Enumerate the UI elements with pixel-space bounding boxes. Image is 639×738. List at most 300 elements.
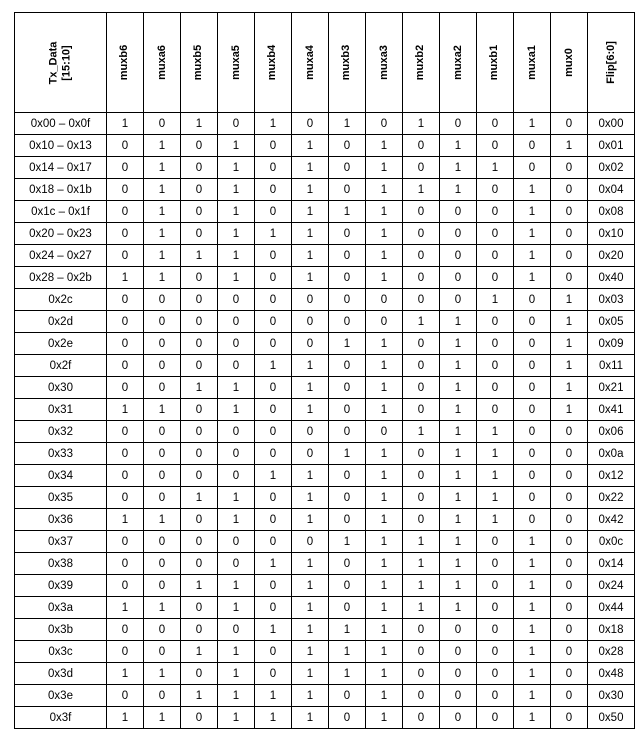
mux-cell: 1 <box>366 685 403 707</box>
mux-cell: 0 <box>440 641 477 663</box>
mux-cell: 0 <box>551 619 588 641</box>
mux-cell: 1 <box>181 575 218 597</box>
table-row <box>15 421 635 443</box>
column-header-label: muxa6 <box>155 45 168 80</box>
mux-cell: 1 <box>514 179 551 201</box>
mux-cell: 1 <box>440 553 477 575</box>
mux-cell: 1 <box>144 179 181 201</box>
mux-cell: 0 <box>477 641 514 663</box>
mux-cell: 1 <box>292 267 329 289</box>
mux-cell: 1 <box>329 641 366 663</box>
mux-cell: 0 <box>218 355 255 377</box>
mux-cell: 0 <box>255 135 292 157</box>
mux-cell: 1 <box>218 575 255 597</box>
mux-cell: 1 <box>366 399 403 421</box>
mux-cell: 0 <box>366 421 403 443</box>
mux-cell: 0 <box>403 355 440 377</box>
mux-cell: 1 <box>144 509 181 531</box>
mux-cell: 1 <box>366 377 403 399</box>
table-row <box>15 685 635 707</box>
mux-cell: 0 <box>255 531 292 553</box>
mux-cell: 0 <box>477 333 514 355</box>
mux-cell: 0 <box>329 421 366 443</box>
table-row <box>15 619 635 641</box>
mux-cell: 0 <box>218 421 255 443</box>
mux-cell: 1 <box>403 179 440 201</box>
mux-cell: 1 <box>403 421 440 443</box>
mux-cell: 0 <box>181 443 218 465</box>
tx-data-cell: 0x2d <box>15 311 107 333</box>
mux-cell: 1 <box>477 289 514 311</box>
mux-cell: 0 <box>292 421 329 443</box>
column-header <box>551 13 588 113</box>
mux-cell: 0 <box>329 157 366 179</box>
mux-cell: 1 <box>292 553 329 575</box>
mux-cell: 1 <box>366 531 403 553</box>
mux-cell: 1 <box>107 597 144 619</box>
mux-cell: 1 <box>255 355 292 377</box>
mux-cell: 0 <box>107 377 144 399</box>
mux-cell: 0 <box>403 377 440 399</box>
mux-cell: 0 <box>181 289 218 311</box>
mux-cell: 0 <box>292 531 329 553</box>
tx-data-cell: 0x37 <box>15 531 107 553</box>
mux-cell: 1 <box>514 663 551 685</box>
mux-cell: 0 <box>255 487 292 509</box>
flip-cell: 0x01 <box>588 135 635 157</box>
mux-cell: 0 <box>551 113 588 135</box>
mux-cell: 1 <box>403 553 440 575</box>
mux-cell: 0 <box>329 707 366 729</box>
mux-cell: 0 <box>255 157 292 179</box>
mux-cell: 0 <box>144 333 181 355</box>
mux-cell: 1 <box>440 333 477 355</box>
mux-cell: 0 <box>329 575 366 597</box>
mux-cell: 1 <box>440 421 477 443</box>
mux-cell: 0 <box>403 619 440 641</box>
mux-cell: 0 <box>477 531 514 553</box>
mux-cell: 0 <box>181 465 218 487</box>
tx-data-cell: 0x31 <box>15 399 107 421</box>
tx-data-cell: 0x3d <box>15 663 107 685</box>
mux-cell: 0 <box>366 113 403 135</box>
mux-cell: 0 <box>144 685 181 707</box>
tx-data-cell: 0x2f <box>15 355 107 377</box>
mux-cell: 1 <box>144 201 181 223</box>
column-header-label: muxb1 <box>488 44 501 81</box>
mux-cell: 1 <box>292 663 329 685</box>
mux-cell: 0 <box>181 201 218 223</box>
mux-cell: 1 <box>366 443 403 465</box>
table-row <box>15 707 635 729</box>
table-row <box>15 443 635 465</box>
tx-data-cell: 0x3f <box>15 707 107 729</box>
mux-cell: 1 <box>292 355 329 377</box>
mux-cell: 0 <box>403 509 440 531</box>
mux-cell: 0 <box>292 443 329 465</box>
mux-cell: 0 <box>255 179 292 201</box>
mux-cell: 1 <box>329 619 366 641</box>
mux-cell: 0 <box>551 641 588 663</box>
mux-cell: 0 <box>403 135 440 157</box>
flip-cell: 0x03 <box>588 289 635 311</box>
mux-cell: 0 <box>477 575 514 597</box>
mux-cell: 0 <box>144 355 181 377</box>
mux-cell: 1 <box>551 377 588 399</box>
mux-cell: 1 <box>218 223 255 245</box>
column-header <box>514 13 551 113</box>
mux-cell: 0 <box>329 179 366 201</box>
mux-cell: 0 <box>329 685 366 707</box>
mux-cell: 0 <box>255 663 292 685</box>
mux-cell: 0 <box>181 223 218 245</box>
tx-data-cell: 0x39 <box>15 575 107 597</box>
mux-cell: 0 <box>514 421 551 443</box>
mux-cell: 1 <box>292 157 329 179</box>
mux-cell: 1 <box>440 443 477 465</box>
mux-cell: 1 <box>514 201 551 223</box>
mux-cell: 1 <box>292 707 329 729</box>
column-header-label: muxa3 <box>377 45 390 80</box>
mux-cell: 0 <box>292 311 329 333</box>
mux-cell: 1 <box>329 113 366 135</box>
mux-cell: 0 <box>477 201 514 223</box>
mux-cell: 0 <box>477 223 514 245</box>
table-row <box>15 663 635 685</box>
mux-cell: 0 <box>514 377 551 399</box>
flip-cell: 0x12 <box>588 465 635 487</box>
column-header-label: muxb6 <box>118 44 131 81</box>
mux-cell: 1 <box>255 113 292 135</box>
flip-cell: 0x02 <box>588 157 635 179</box>
flip-cell: 0x18 <box>588 619 635 641</box>
mux-cell: 1 <box>144 223 181 245</box>
mux-cell: 1 <box>218 399 255 421</box>
mux-cell: 1 <box>440 377 477 399</box>
mux-cell: 0 <box>144 487 181 509</box>
mux-cell: 1 <box>440 575 477 597</box>
mux-cell: 0 <box>144 443 181 465</box>
mux-cell: 1 <box>514 113 551 135</box>
mux-cell: 1 <box>107 113 144 135</box>
table-row <box>15 245 635 267</box>
mux-cell: 1 <box>292 509 329 531</box>
mux-cell: 0 <box>329 509 366 531</box>
mux-cell: 0 <box>292 113 329 135</box>
table-row <box>15 333 635 355</box>
mux-cell: 0 <box>329 289 366 311</box>
mux-cell: 1 <box>292 575 329 597</box>
tx-data-cell: 0x1c – 0x1f <box>15 201 107 223</box>
mux-cell: 1 <box>551 289 588 311</box>
mux-cell: 1 <box>292 685 329 707</box>
mux-cell: 1 <box>218 707 255 729</box>
mux-cell: 1 <box>403 575 440 597</box>
mux-cell: 1 <box>218 685 255 707</box>
header-row <box>15 13 635 113</box>
flip-cell: 0x05 <box>588 311 635 333</box>
table-row <box>15 509 635 531</box>
mux-cell: 1 <box>403 113 440 135</box>
mux-cell: 0 <box>551 597 588 619</box>
flip-cell: 0x42 <box>588 509 635 531</box>
tx-data-cell: 0x30 <box>15 377 107 399</box>
mux-cell: 0 <box>403 157 440 179</box>
mux-cell: 0 <box>181 553 218 575</box>
mux-cell: 0 <box>403 641 440 663</box>
mux-cell: 0 <box>403 267 440 289</box>
table-header <box>15 13 635 113</box>
mux-cell: 0 <box>107 641 144 663</box>
mux-cell: 1 <box>292 377 329 399</box>
column-header <box>107 13 144 113</box>
mux-cell: 0 <box>440 685 477 707</box>
mux-cell: 1 <box>366 487 403 509</box>
mux-cell: 0 <box>218 333 255 355</box>
mux-cell: 1 <box>366 509 403 531</box>
table-row <box>15 399 635 421</box>
table-row <box>15 355 635 377</box>
mux-cell: 0 <box>329 465 366 487</box>
mux-cell: 0 <box>477 245 514 267</box>
mux-cell: 1 <box>218 201 255 223</box>
mux-cell: 1 <box>551 311 588 333</box>
table-row <box>15 377 635 399</box>
column-header-label: muxb5 <box>192 44 205 81</box>
tx-data-cell: 0x20 – 0x23 <box>15 223 107 245</box>
mux-cell: 1 <box>514 685 551 707</box>
mux-cell: 0 <box>440 707 477 729</box>
mux-cell: 0 <box>329 377 366 399</box>
mux-cell: 0 <box>551 509 588 531</box>
mux-cell: 0 <box>440 223 477 245</box>
mux-cell: 1 <box>292 223 329 245</box>
table-row <box>15 641 635 663</box>
mux-cell: 1 <box>440 311 477 333</box>
mux-cell: 0 <box>477 135 514 157</box>
table-row <box>15 553 635 575</box>
tx-data-cell: 0x18 – 0x1b <box>15 179 107 201</box>
mux-cell: 1 <box>218 663 255 685</box>
mux-cell: 0 <box>107 333 144 355</box>
mux-cell: 1 <box>366 201 403 223</box>
tx-data-cell: 0x24 – 0x27 <box>15 245 107 267</box>
mux-cell: 1 <box>292 179 329 201</box>
tx-data-cell: 0x10 – 0x13 <box>15 135 107 157</box>
tx-data-cell: 0x2e <box>15 333 107 355</box>
table-row <box>15 201 635 223</box>
mux-cell: 0 <box>255 333 292 355</box>
mux-cell: 1 <box>144 157 181 179</box>
column-header-label: muxb4 <box>266 44 279 81</box>
mux-cell: 0 <box>477 399 514 421</box>
mux-cell: 0 <box>255 377 292 399</box>
table-row <box>15 465 635 487</box>
mux-cell: 0 <box>477 685 514 707</box>
mux-cell: 1 <box>218 487 255 509</box>
flip-cell: 0x00 <box>588 113 635 135</box>
table-row <box>15 113 635 135</box>
mux-cell: 1 <box>144 135 181 157</box>
mux-cell: 0 <box>144 113 181 135</box>
column-header-label: mux0 <box>562 48 575 77</box>
mux-cell: 0 <box>403 289 440 311</box>
column-header <box>144 13 181 113</box>
mux-cell: 1 <box>366 707 403 729</box>
mux-cell: 1 <box>477 443 514 465</box>
column-header <box>15 13 107 113</box>
mux-cell: 0 <box>514 135 551 157</box>
mux-cell: 1 <box>329 201 366 223</box>
mux-cell: 1 <box>514 223 551 245</box>
mux-cell: 0 <box>366 311 403 333</box>
mux-cell: 0 <box>181 157 218 179</box>
mux-cell: 0 <box>514 443 551 465</box>
mux-cell: 0 <box>551 707 588 729</box>
table-row <box>15 135 635 157</box>
flip-cell: 0x48 <box>588 663 635 685</box>
mux-cell: 0 <box>514 157 551 179</box>
mux-cell: 0 <box>181 311 218 333</box>
mux-cell: 1 <box>144 267 181 289</box>
flip-cell: 0x22 <box>588 487 635 509</box>
mux-cell: 1 <box>292 487 329 509</box>
flip-cell: 0x04 <box>588 179 635 201</box>
mux-cell: 1 <box>477 465 514 487</box>
mux-cell: 1 <box>366 157 403 179</box>
mux-cell: 0 <box>551 157 588 179</box>
tx-data-cell: 0x28 – 0x2b <box>15 267 107 289</box>
mux-cell: 0 <box>144 619 181 641</box>
mux-cell: 0 <box>514 399 551 421</box>
mux-cell: 0 <box>181 421 218 443</box>
mux-cell: 1 <box>218 509 255 531</box>
mux-cell: 0 <box>181 597 218 619</box>
mux-cell: 0 <box>403 443 440 465</box>
column-header-label: muxa4 <box>303 45 316 80</box>
mux-cell: 1 <box>292 619 329 641</box>
mux-cell: 0 <box>551 553 588 575</box>
mux-cell: 0 <box>181 399 218 421</box>
mux-cell: 0 <box>551 179 588 201</box>
mux-cell: 0 <box>255 399 292 421</box>
mux-cell: 0 <box>181 663 218 685</box>
column-header <box>366 13 403 113</box>
flip-cell: 0x06 <box>588 421 635 443</box>
mux-cell: 1 <box>107 399 144 421</box>
mux-cell: 1 <box>440 487 477 509</box>
mux-cell: 1 <box>366 333 403 355</box>
mux-cell: 0 <box>181 355 218 377</box>
mux-cell: 0 <box>403 399 440 421</box>
flip-cell: 0x20 <box>588 245 635 267</box>
mux-cell: 0 <box>144 311 181 333</box>
mux-cell: 1 <box>440 399 477 421</box>
mux-cell: 0 <box>477 377 514 399</box>
flip-cell: 0x14 <box>588 553 635 575</box>
flip-cell: 0x08 <box>588 201 635 223</box>
mux-cell: 0 <box>477 267 514 289</box>
flip-cell: 0x09 <box>588 333 635 355</box>
mux-cell: 0 <box>255 201 292 223</box>
mux-cell: 0 <box>181 619 218 641</box>
tx-data-cell: 0x3a <box>15 597 107 619</box>
flip-cell: 0x30 <box>588 685 635 707</box>
mux-cell: 1 <box>440 465 477 487</box>
mux-cell: 0 <box>107 487 144 509</box>
mux-cell: 1 <box>181 113 218 135</box>
mux-cell: 0 <box>107 575 144 597</box>
mux-cell: 1 <box>218 641 255 663</box>
mux-cell: 1 <box>144 399 181 421</box>
mux-cell: 1 <box>551 333 588 355</box>
mux-cell: 1 <box>477 421 514 443</box>
mux-cell: 1 <box>181 377 218 399</box>
tx-data-cell: 0x32 <box>15 421 107 443</box>
mux-cell: 1 <box>218 597 255 619</box>
tx-data-cell: 0x33 <box>15 443 107 465</box>
column-header-label: muxa2 <box>451 45 464 80</box>
mux-cell: 1 <box>292 135 329 157</box>
mux-cell: 0 <box>107 223 144 245</box>
mux-cell: 1 <box>366 355 403 377</box>
mux-cell: 0 <box>477 113 514 135</box>
mux-cell: 1 <box>181 245 218 267</box>
mux-cell: 0 <box>514 311 551 333</box>
tx-data-cell: 0x00 – 0x0f <box>15 113 107 135</box>
mux-cell: 1 <box>440 157 477 179</box>
mux-cell: 0 <box>329 267 366 289</box>
tx-data-cell: 0x36 <box>15 509 107 531</box>
table-row <box>15 487 635 509</box>
mux-cell: 0 <box>440 201 477 223</box>
table-row <box>15 223 635 245</box>
mux-cell: 0 <box>181 135 218 157</box>
mux-cell: 1 <box>551 399 588 421</box>
mux-cell: 0 <box>440 245 477 267</box>
mux-cell: 0 <box>440 619 477 641</box>
mux-cell: 0 <box>514 509 551 531</box>
mux-cell: 1 <box>292 201 329 223</box>
mux-cell: 1 <box>403 531 440 553</box>
mux-cell: 1 <box>366 619 403 641</box>
mux-cell: 1 <box>366 641 403 663</box>
mux-cell: 0 <box>107 245 144 267</box>
mux-cell: 0 <box>107 619 144 641</box>
mux-cell: 0 <box>255 421 292 443</box>
mux-cell: 0 <box>144 641 181 663</box>
mux-cell: 1 <box>551 355 588 377</box>
column-header <box>440 13 477 113</box>
mux-cell: 0 <box>144 553 181 575</box>
mux-cell: 1 <box>477 509 514 531</box>
mux-cell: 0 <box>403 663 440 685</box>
flip-cell: 0x0c <box>588 531 635 553</box>
mux-cell: 1 <box>107 267 144 289</box>
mux-cell: 0 <box>181 707 218 729</box>
mux-cell: 0 <box>144 465 181 487</box>
tx-data-cell: 0x14 – 0x17 <box>15 157 107 179</box>
mux-cell: 0 <box>144 421 181 443</box>
mux-cell: 0 <box>551 487 588 509</box>
column-header-label: muxa1 <box>525 45 538 80</box>
flip-cell: 0x40 <box>588 267 635 289</box>
mux-cell: 0 <box>218 553 255 575</box>
mux-cell: 0 <box>329 487 366 509</box>
mux-cell: 1 <box>366 223 403 245</box>
mux-cell: 0 <box>255 509 292 531</box>
mux-cell: 1 <box>144 245 181 267</box>
